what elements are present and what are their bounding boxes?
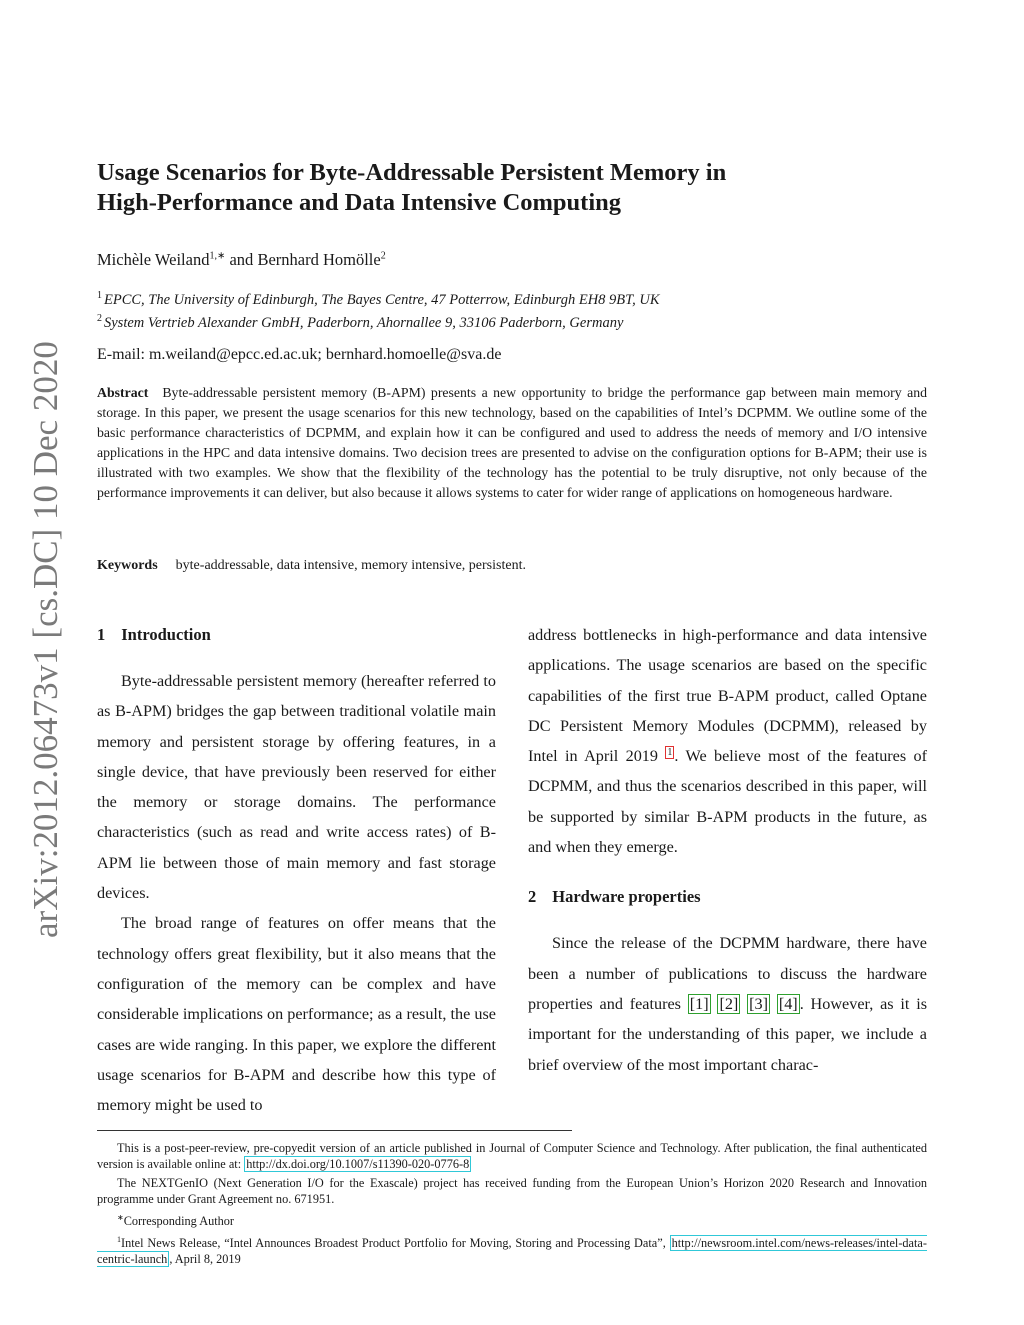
affiliation-number: 2 [97,313,102,324]
note-text: , April 8, 2019 [169,1252,241,1267]
affiliation-2 [97,313,857,332]
note-text: Intel News Release, “Intel Announces Broadest Product Portfolio for Moving, Storing and Processing Data”, [121,1236,670,1251]
abstract-label: Abstract [97,385,149,400]
paragraph-text: Since the release of the DCPMM hardware, there have been a number of publications to discuss the hardware properties and features [528,934,927,1013]
footnote-divider [97,1130,572,1131]
corresponding-author-note [97,1210,927,1229]
paragraph: Byte-addressable persistent memory (hereafter referred to as B-APM) bridges the gap between traditional volatile main memory and persistent storage by offering features, in a single device, that have previously been reserved for either the memory or storage domains. The performance characteristics (such as read and write access rates) of B-APM lie between those of main memory and fast storage devices. [97,672,496,903]
author-name: Bernhard Homölle [257,250,381,269]
arxiv-identifier: arXiv:2012.06473v1 [cs.DC] 10 Dec 2020 [26,341,65,938]
paragraph-text: . We believe most of the features of DCPMM, and thus the scenarios described in this paper, will be supported by similar B-APM products in the future, as and when they emerge. [528,747,928,857]
left-column [97,620,496,1120]
keywords [97,558,927,574]
abstract [97,383,927,503]
citation-link[interactable]: [4] [778,994,798,1013]
author-name: Michèle Weiland [97,250,210,269]
right-column [528,620,927,1080]
section-heading-hardware [528,882,927,912]
citation-link[interactable]: [1] [689,994,709,1013]
author-conjunction: and [225,250,258,269]
paragraph [528,928,927,1079]
paragraph-text: address bottlenecks in high-performance and data intensive applications. The usage scenarios are based on the specific capabilities of the first true B-APM product, called Optane DC Persistent Memory Modules (DCPMM), released by Intel in April 2019 [528,626,927,766]
section-number: 1 [97,625,106,644]
author-affil-mark: 2 [380,250,386,262]
section-title: Introduction [121,625,211,644]
affiliation-1 [97,290,857,309]
note-text: This is a post-peer-review, pre-copyedit version of an article published in Journal of Computer Science and Technology. After publication, the final authenticated version is available online at: [97,1141,927,1171]
publication-note [97,1140,927,1172]
citation-link[interactable]: [2] [719,994,739,1013]
section-heading-introduction [97,620,496,650]
section-number: 2 [528,887,537,907]
keywords-label: Keywords [97,558,158,573]
footnote-link[interactable]: 1 [667,746,673,758]
footnote-1 [97,1232,927,1267]
title-line-2: High-Performance and Data Intensive Computing [97,189,622,216]
paragraph: The broad range of features on offer means that the technology offers great flexibility, but it also means that the configuration of the memory can be complex and have considerable implications on performance; as a result, the use cases are wide ranging. In this paper, we explore the different usage scenarios for B-APM and describe how this type of memory might be used to [97,914,496,1115]
author-list [97,250,797,270]
keywords-text: byte-addressable, data intensive, memory intensive, persistent. [175,558,526,573]
paper-title [97,158,877,218]
footnote-number: 1 [117,1235,121,1245]
corresponding-mark: ∗ [117,1213,124,1222]
affiliation-text: System Vertrieb Alexander GmbH, Paderborn, Ahornallee 9, 33106 Paderborn, Germany [104,314,624,331]
news-release-link[interactable]: http://newsroom.intel.com/news-releases/intel-data-centric-launch [97,1236,927,1267]
affiliation-text: EPCC, The University of Edinburgh, The Bayes Centre, 47 Potterrow, Edinburgh EH8 9BT, UK [104,291,660,308]
footnotes [97,1140,927,1270]
contact-email: E-mail: m.weiland@epcc.ed.ac.uk; bernhard.homoelle@sva.de [97,346,502,363]
paragraph-text: . However, as it is important for the understanding of this paper, we include a brief overview of the most important charac- [528,994,927,1074]
doi-link[interactable]: http://dx.doi.org/10.1007/s11390-020-0776-8 [246,1157,470,1171]
paragraph-continued [528,620,927,862]
affiliation-number: 1 [97,290,102,301]
note-text: Corresponding Author [123,1214,235,1229]
title-line-1: Usage Scenarios for Byte-Addressable Persistent Memory in [97,159,727,186]
funding-note: The NEXTGenIO (Next Generation I/O for the Exascale) project has received funding from the European Union’s Horizon 2020 Research and Innovation programme under Grant Agreement no. 671951. [97,1176,927,1206]
abstract-text: Byte-addressable persistent memory (B-APM) presents a new opportunity to bridge the performance gap between main memory and storage. In this paper, we present the usage scenarios for this new technology, based on the capabilities of Intel’s DCPMM. We outline some of the basic performance characteristics of DCPMM, and explain how it can be configured and used to address the needs of memory and I/O intensive applications in the HPC and data intensive domains. Two decision trees are presented to advise on the configuration options for B-APM; their use is illustrated with two examples. We show that the flexibility of the technology has the potential to be truly disruptive, not only because of the performance improvements it can deliver, but also because it allows systems to cater for wider range of applications on homogeneous hardware. [97,385,927,500]
citation-link[interactable]: [3] [749,994,769,1013]
author-affil-mark: 1,∗ [209,250,226,262]
section-title: Hardware properties [552,887,701,907]
